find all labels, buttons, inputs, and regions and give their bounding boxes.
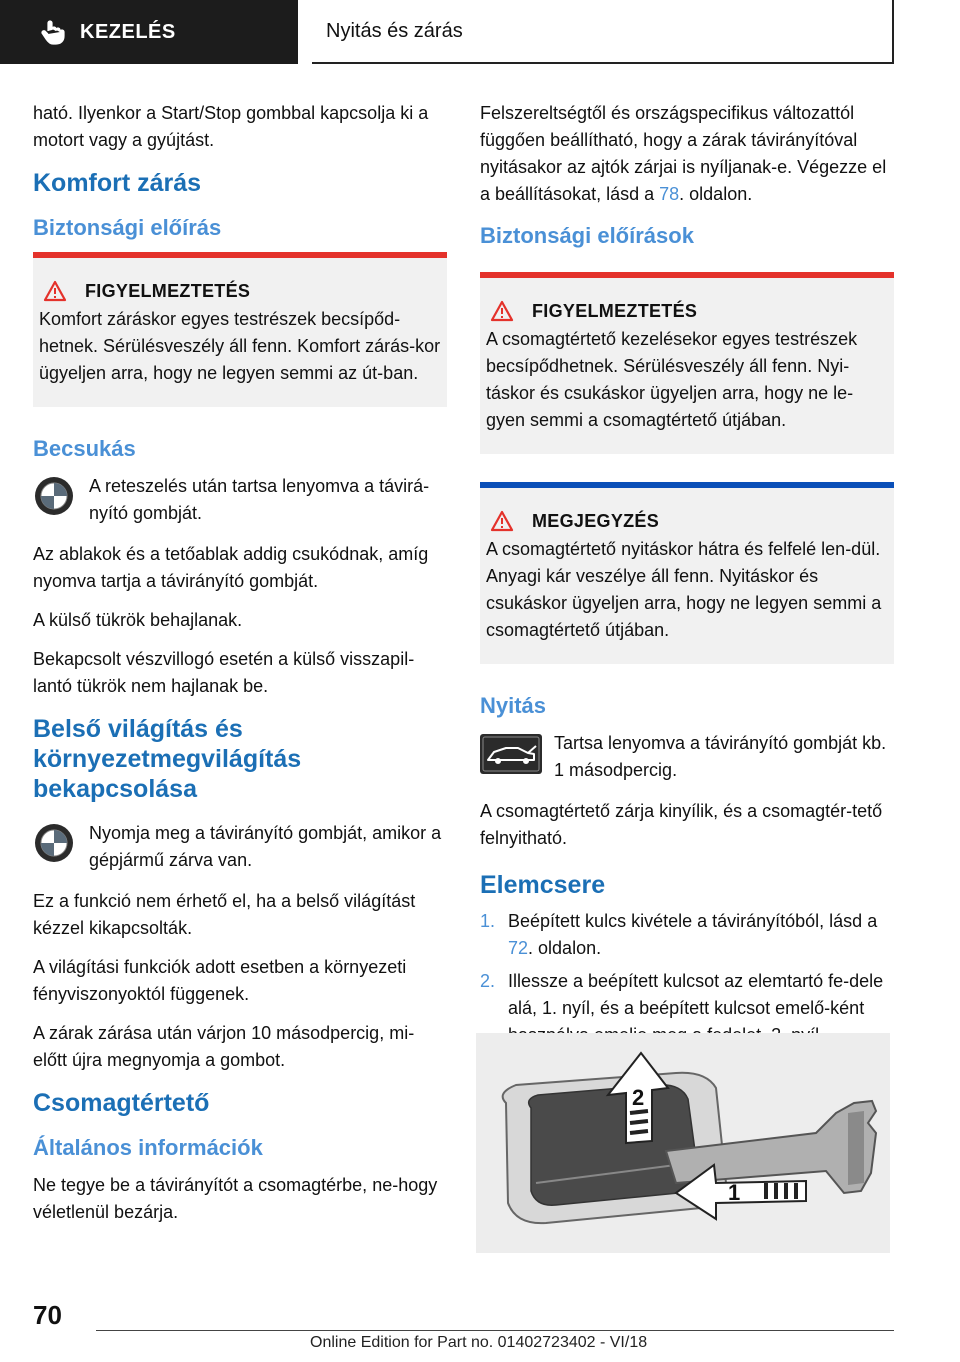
note-text: A csomagtértető nyitáskor hátra és felfelé len-dül. Anyagi kár veszélye áll fenn. Nyitáskor és csukáskor ügyeljen arra, hogy ne legyen semmi a csomagtértető útjában. [486, 539, 882, 640]
page-link-78[interactable]: 78 [659, 184, 680, 204]
lighting-paragraph-1: Ez a funkció nem érhető el, ha a belső világítást kézzel kikapcsolták. [33, 891, 416, 938]
edition-text: Online Edition for Part no. 01402723402 - VI/18 [310, 1334, 648, 1351]
list-item: 2. Illessze a beépített kulcsot az elemtartó fe-dele alá, 1. nyíl, és a beépített kulcsot emelő-ként [480, 968, 894, 1049]
bmw-key-icon [33, 475, 75, 517]
opening-instruction [480, 730, 894, 784]
heading-general-info: Általános információk [33, 1135, 263, 1160]
section-tab [0, 0, 298, 64]
warning-text: A csomagtértető kezelésekor egyes testrészek becsípődhetnek. Sérülésveszély áll fenn. Nyi-táskor és csukáskor ügyeljen arra, hogy ne le-gyen semmi a csomagtértető útjában. [486, 329, 858, 430]
heading-safety-rules: Biztonsági előírások [480, 223, 694, 248]
closing-icon-text: A reteszelés után tartsa lenyomva a távirá-nyító gombját. [89, 476, 430, 523]
right-column [480, 100, 894, 1055]
closing-paragraph-2: A külső tükrök behajlanak. [33, 610, 243, 630]
breadcrumb-title: Nyitás és zárás [326, 19, 463, 42]
lighting-paragraph-2: A világítási funkciók adott esetben a környezeti fényviszonyoktól függenek. [33, 957, 407, 1004]
list-item: 1. Beépített kulcs kivétele a távirányítóból, lásd a 72. oldalon. [480, 908, 894, 962]
page-header [0, 0, 960, 66]
intro-paragraph: ható. Ilyenkor a Start/Stop gombbal kapcsolja ki a motort vagy a gyújtást. [33, 103, 429, 150]
heading-comfort-closing: Komfort zárás [33, 169, 202, 197]
left-column [33, 100, 447, 1238]
heading-safety: Biztonsági előírás [33, 215, 222, 240]
page-number: 70 [33, 1300, 62, 1330]
heading-battery-change: Elemcsere [480, 871, 606, 899]
bmw-key-icon [33, 822, 75, 864]
heading-opening: Nyitás [480, 693, 547, 718]
key-illustration [476, 1033, 890, 1253]
breadcrumb [312, 0, 894, 64]
hand-pointer-icon [40, 19, 66, 45]
note-title: MEGJEGYZÉS [532, 510, 660, 531]
note-triangle-icon [490, 510, 514, 532]
warning-triangle-icon [43, 280, 67, 302]
warning-box-trunk [480, 272, 894, 454]
arrow-label-2: 2 [632, 1085, 645, 1110]
footer-divider [96, 1330, 894, 1331]
closing-paragraph-1: Az ablakok és a tetőablak addig csukódnak, amíg nyomva tartja a távirányító gombját. [33, 544, 429, 591]
intro-paragraph-right: Felszereltségtől és országspecifikus változattól függően beállítható, hogy a zárak távirányítóval nyitásakor az ajtók zárjai is nyíljanak-e. Végezze el a beállításokat, lásd a 78. oldalon. [480, 103, 887, 204]
closing-instruction [33, 473, 447, 527]
arrow-label-1: 1 [728, 1180, 741, 1205]
closing-paragraph-3: Bekapcsolt vészvillogó esetén a külső visszapil-lantó tükrök nem hajlanak be. [33, 649, 415, 696]
trunk-button-icon [480, 734, 542, 774]
lighting-icon-text: Nyomja meg a távirányító gombját, amikor a gépjármű zárva van. [89, 823, 442, 870]
warning-box [33, 252, 447, 407]
battery-steps [480, 908, 894, 1049]
step-number: 2. [480, 971, 496, 991]
opening-icon-text: Tartsa lenyomva a távirányító gombját kb. 1 másodpercig. [554, 733, 887, 780]
page-link-72[interactable]: 72 [508, 938, 529, 958]
warning-triangle-icon [490, 300, 514, 322]
note-box [480, 482, 894, 664]
warning-title: FIGYELMEZTETÉS [85, 280, 251, 301]
heading-trunk: Csomagtértető [33, 1089, 210, 1117]
opening-paragraph: A csomagtértető zárja kinyílik, és a csomagtér-tető felnyitható. [480, 801, 883, 848]
warning-text: Komfort záráskor egyes testrészek becsípőd-hetnek. Sérülésveszély áll fenn. Komfort zárás-kor ügyeljen arra, hogy ne legyen semmi az út-ban. [39, 309, 441, 383]
heading-lighting: Belső világítás és környezetmegvilágítás bekapcsolása [33, 715, 302, 803]
section-label: KEZELÉS [80, 20, 176, 43]
key-battery-figure [476, 1033, 890, 1253]
general-paragraph: Ne tegye be a távirányítót a csomagtérbe, ne-hogy véletlenül bezárja. [33, 1175, 438, 1222]
lighting-instruction [33, 820, 447, 874]
heading-closing: Becsukás [33, 436, 136, 461]
warning-title: FIGYELMEZTETÉS [532, 300, 698, 321]
lighting-paragraph-3: A zárak zárása után várjon 10 másodpercig, mi-előtt újra megnyomja a gombot. [33, 1023, 415, 1070]
step-number: 1. [480, 911, 496, 931]
